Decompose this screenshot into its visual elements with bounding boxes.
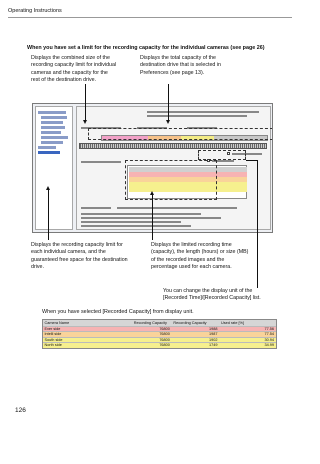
column-header: Recording Capacity [133,320,167,325]
column-header: Recording Capacity [173,320,207,325]
connector-line [85,84,86,121]
callout-line: guaranteed free space for the destination [31,256,128,263]
callout-line: drive. [31,264,44,271]
callout-line: cameras and the capacity for the [31,69,108,76]
recorded-capacity: 1988 [209,326,218,331]
callout-line: You can change the display unit of the [163,288,253,294]
callout-line: Displays the limited recording time [151,242,232,248]
camera-tree-panel [35,106,73,230]
arrow-icon [150,191,154,195]
connector-line [48,190,49,240]
recording-capacity: 76800 [159,326,170,331]
recording-capacity: 76800 [159,332,170,337]
recording-capacity: 76800 [159,337,170,342]
text-line [81,221,181,223]
tree-item [38,146,56,149]
recording-capacity: 76800 [159,343,170,348]
tree-item [41,121,63,124]
callout-line: rest of the destination drive. [31,77,97,84]
callout-limited-time [151,242,286,272]
callout-line: each individual camera, and the [31,249,106,256]
tree-item [38,111,66,114]
callout-total-capacity [140,55,262,77]
table-row [43,342,276,348]
tree-item-selected [38,151,60,154]
highlight-box-list [125,160,217,200]
text-line [81,225,191,227]
recorded-capacity: 1749 [209,343,218,348]
callout-line: Displays the recording capacity limit for [31,242,123,248]
text-line [117,207,237,209]
callout-display-unit [163,288,295,303]
column-header: Used rate [%] [220,320,244,325]
text-line [81,161,121,163]
callout-line: [Recorded Time]/[Recorded Capacity] list. [163,295,261,302]
callout-line: Displays the combined size of the [31,55,110,61]
table-row [43,337,276,343]
highlight-box-unit [198,150,246,160]
camera-name: North side [44,343,62,348]
recorded-capacity: 1987 [209,332,218,337]
camera-name: Exer side [44,326,61,331]
text-line [81,213,201,215]
tree-item [41,116,67,119]
recorded-capacity-table [42,319,277,349]
section-subtitle: When you have set a limit for the recording capacity for the individual cameras (see page 26) [27,45,265,51]
recorded-capacity: 1902 [209,337,218,342]
callout-combined-size [31,55,139,85]
callout-line: (capacity), the length (hours) or size (MB) [151,249,249,256]
callout-camera-limit [31,242,147,272]
arrow-icon [166,120,170,124]
column-header: Camera Name [44,320,70,325]
callout-line: destination drive that is selected in [140,62,221,69]
text-line [81,217,221,219]
used-rate: 30.94 [264,337,274,342]
callout-line: Displays the total capacity of the [140,55,216,61]
table-row [43,331,276,337]
page-header [8,8,292,18]
tree-item [41,131,61,134]
connector-line [152,195,153,240]
used-rate: 77.56 [264,326,274,331]
page-number: 126 [15,407,26,414]
used-rate: 34.99 [264,343,274,348]
arrow-icon [83,120,87,124]
callout-line: of the recorded images and the [151,256,225,263]
tree-item [41,136,68,139]
text-line [81,207,111,209]
highlight-box-bar [88,128,273,140]
text-line [147,115,247,117]
camera-name: South side [44,337,63,342]
callout-line: recording capacity limit for individual [31,62,117,69]
text-line [147,111,259,113]
table-header-row [43,320,276,326]
camera-name: Intelli side [44,332,62,337]
used-rate: 77.54 [264,332,274,337]
arrow-icon [46,186,50,190]
callout-line: Preferences (see page 13). [140,69,205,76]
tree-item [41,126,65,129]
scale-grid [79,143,267,149]
tree-item [41,141,63,144]
table-caption: When you have selected [Recorded Capacity] from display unit. [42,309,194,315]
connector-line [168,84,169,121]
table-row [43,326,276,332]
callout-line: percentage used for each camera. [151,264,232,271]
section-title: Operating Instructions [8,8,62,14]
